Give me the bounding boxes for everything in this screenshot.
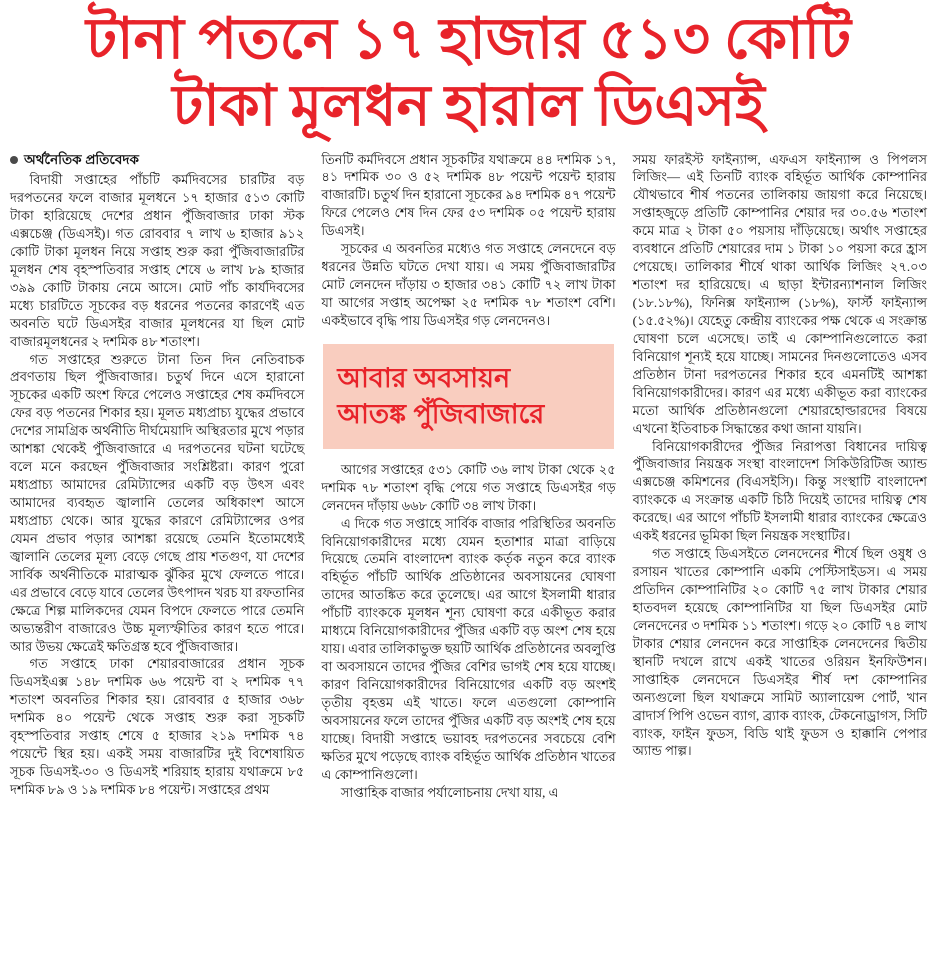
- paragraph: সময় ফারইস্ট ফাইন্যান্স, এফএস ফাইন্যান্স ও পিপলস লিজিং— এই তিনটি ব্যাংক বহির্ভূত আর্থিক কোম্পানির যৌথভাবে শীর্ষ পতনের তালিকায় জায়গা করে নিয়েছে। সপ্তাহজুড়ে প্রতিটি কোম্পানির শেয়ার দর ৩০.৫৬ শতাংশ কমে মাত্র ২ টাকা ৫০ পয়সায় দাঁড়িয়েছে। অর্থাৎ সপ্তাহের ব্যবধানে প্রতিটি শেয়ারের দাম ১ টাকা ১০ পয়সা করে হ্রাস পেয়েছে। তালিকার শীর্ষে থাকা আর্থিক লিজিং ২৭.০৩ শতাংশ দর হারিয়েছে। এ ছাড়া ইন্টারন্যাশনাল লিজিং (১৮.১৮%), ফিনিক্স ফাইন্যান্স (১৮%), ফার্স্ট ফাইন্যান্স (১৫.৫২%)। যেহেতু কেন্দ্রীয় ব্যাংকের পক্ষ থেকে এ সংক্রান্ত ঘোষণা চলে এসেছে। তাই এ কোম্পানিগুলোতে করা বিনিয়োগ শূন্যই হয়ে যাচ্ছে। সামনের দিনগুলোতেও এসব প্রতিষ্ঠান টানা দরপতনের শিকার হবে এমনটিই আশঙ্কা বিনিয়োগকারীদের। কারণ এর মধ্যে একীভূত করা ব্যাংকের মতো আর্থিক প্রতিষ্ঠানগুলো শেয়ারহোল্ডারদের বিষয়ে এখনো ইতিবাচক সিদ্ধান্তের কথা জানা যায়নি।: [632, 151, 927, 436]
- paragraph: বিদায়ী সপ্তাহের পাঁচটি কর্মদিবসের চারটির বড় দরপতনের ফলে বাজার মূলধনে ১৭ হাজার ৫১৩ কোটি টাকা হারিয়েছে দেশের প্রধান পুঁজিবাজার ঢাকা স্টক এক্সচেঞ্জ (ডিএসই)। গত রোববার ৭ লাখ ৬ হাজার ৯১২ কোটি টাকা মূলধন নিয়ে সপ্তাহ শুরু করা পুঁজিবাজারটির মূলধন শেষ বৃহস্পতিবার সপ্তাহ শেষে ৬ লাখ ৮৯ হাজার ৩৯৯ কোটি টাকায় নেমে আসে। মোট পাঁচ কার্যদিবসের মধ্যে চারটিতে সূচকের বড় ধরনের পতনের কারণেই এত অবনতি ঘটে ডিএসইর বাজার মূলধনের যা ছিল মোট বাজারমূলধনের ২ দশমিক ৪৮ শতাংশ।: [10, 172, 305, 349]
- paragraph: গত সপ্তাহে ডিএসইতে লেনদেনের শীর্ষে ছিল ওষুধ ও রসায়ন খাতের কোম্পানি একমি পেস্টিসাইডস। এ সময় প্রতিদিন কোম্পানিটির ২০ কোটি ৭৫ লাখ টাকার শেয়ার হাতবদল হয়েছে কোম্পানিটির যা ছিল ডিএসইর মোট লেনদেনের ৩ দশমিক ১১ শতাংশ। গড়ে ২০ কোটি ৭৪ লাখ টাকার শেয়ার লেনদেন করে সাপ্তাহিক লেনদেনের দ্বিতীয় স্থানটি দখলে রাখে একই খাতের ওরিয়ন ইনফিউশন। সাপ্তাহিক লেনদেনে ডিএসইর শীর্ষ দশ কোম্পানির অন্যগুলো ছিল যথাক্রমে সামিট অ্যালায়েন্স পোর্ট, খান ব্রাদার্স পিপি ওভেন ব্যাগ, ব্র্যাক ব্যাংক, টেকনোড্রাগস, সিটি ব্যাংক, ফাইন ফুডস, বিডি থাই ফুডস ও হাক্কানি পেপার অ্যান্ড পাল্প।: [632, 546, 927, 759]
- article-body: [10, 151, 927, 802]
- byline: [10, 151, 304, 170]
- highlight-box: [323, 344, 613, 449]
- bullet-icon: [10, 156, 18, 164]
- column-1: [10, 151, 304, 799]
- headline: [10, 6, 927, 141]
- paragraph: সাপ্তাহিক বাজার পর্যালোচনায় দেখা যায়, এ: [340, 784, 559, 800]
- paragraph: তিনটি কর্মদিবসে প্রধান সূচকটির যথাক্রমে ৪৪ দশমিক ১৭, ৪১ দশমিক ৩০ ও ৫২ দশমিক ৪৮ পয়েন্ট পয়েন্ট হারায় বাজারটি। চতুর্থ দিন হারানো সূচকের ৯৪ দশমিক ৪৭ পয়েন্ট ফিরে পেলেও শেষ দিন ফের ৫৩ দশমিক ০৫ পয়েন্ট হারায় ডিএসই।: [321, 151, 616, 239]
- column-2: [321, 151, 615, 802]
- byline-text: অর্থনৈতিক প্রতিবেদক: [24, 151, 139, 167]
- paragraph: আগের সপ্তাহের ৫৩১ কোটি ৩৬ লাখ টাকা থেকে ২৫ দশমিক ৭৮ শতাংশ বৃদ্ধি পেয়ে গত সপ্তাহে ডিএসইর গড় লেনদেন দাঁড়ায় ৬৬৮ কোটি ৩৪ লাখ টাকা।: [321, 461, 616, 513]
- column-3: [633, 151, 927, 761]
- headline-line2: টাকা মূলধন হারাল ডিএসই: [172, 75, 765, 139]
- paragraph: গত সপ্তাহে ঢাকা শেয়ারবাজারের প্রধান সূচক ডিএসইএক্স ১৪৮ দশমিক ৬৬ পয়েন্ট বা ২ দশমিক ৭৭ শতাংশ অবনতির শিকার হয়। রোববার ৫ হাজার ৩৬৮ দশমিক ৪০ পয়েন্ট থেকে সপ্তাহ শুরু করা সূচকটি বৃহস্পতিবার সপ্তাহ শেষে ৫ হাজার ২১৯ দশমিক ৭৪ পয়েন্টে স্থির হয়। একই সময় বাজারটির দুই বিশেষায়িত সূচক ডিএসই-৩০ ও ডিএসই শরিয়াহ হারায় যথাক্রমে ৮৫ দশমিক ৮৯ ও ১৯ দশমিক ৮৪ পয়েন্ট। সপ্তাহের প্রথম: [10, 656, 305, 797]
- paragraph: এ দিকে গত সপ্তাহে সার্বিক বাজার পরিস্থিতির অবনতি বিনিয়োগকারীদের মধ্যে যেমন হতাশার মাত্রা বাড়িয়ে দিয়েছে তেমনি বাংলাদেশ ব্যাংক কর্তৃক নতুন করে ব্যাংক বহির্ভূত পাঁচটি আর্থিক প্রতিষ্ঠানের অবসায়নের ঘোষণা তাদের আতঙ্কিত করে তুলেছে। এর আগে ইসলামী ধারার পাঁচটি ব্যাংককে মূলধন শূন্য ঘোষণা করে একীভূত করার মাধ্যমে বিনিয়োগকারীদের পুঁজির একটি বড় অংশ শেষ হয়ে যায়। এবার তালিকাভুক্ত ছয়টি আর্থিক প্রতিষ্ঠানের অবলুপ্তি বা অবসায়নে তাদের পুঁজির বেশির ভাগই শেষ হয়ে যাচ্ছে। কারণ বিনিয়োগকারীদের বিনিয়োগের একটি বড় অংশই তৃতীয় বৃহত্তম এই খাতে। ফলে এতগুলো কোম্পানি অবসায়নের ফলে তাদের পুঁজির একটি বড় অংশই শেষ হয়ে যাচ্ছে। বিদায়ী সপ্তাহে ভয়াবহ দরপতনের সবচেয়ে বেশি ক্ষতির মুখে পড়েছে ব্যাংক বহির্ভূত আর্থিক প্রতিষ্ঠান খাতের এ কোম্পানিগুলো।: [321, 515, 616, 782]
- paragraph: বিনিয়োগকারীদের পুঁজির নিরাপত্তা বিধানের দায়িত্ব পুঁজিবাজার নিয়ন্ত্রক সংস্থা বাংলাদেশ সিকিউরিটিজ অ্যান্ড এক্সচেঞ্জ কমিশনের (বিএসইসি)। কিন্তু সংস্থাটি বাংলাদেশ ব্যাংককে এ সংক্রান্ত একটি চিঠি দিয়েই তাদের দায়িত্ব শেষ করেছে। এর আগে পাঁচটি ইসলামী ধারার ব্যাংকের ক্ষেত্রেও একই ধরনের ভূমিকা ছিল নিয়ন্ত্রক সংস্থাটির।: [632, 438, 927, 544]
- paragraph: গত সপ্তাহের শুরুতে টানা তিন দিন নেতিবাচক প্রবণতায় ছিল পুঁজিবাজার। চতুর্থ দিনে এসে হারানো সূচকের একটি অংশ ফিরে পেলেও সপ্তাহের শেষ কর্মদিবসে ফের বড় পতনের শিকার হয়। মূলত মধ্যপ্রাচ্য যুদ্ধের প্রভাবে দেশের সামগ্রিক অর্থনীতি দীর্ঘমেয়াদি অস্থিরতার মুখে পড়ার আশঙ্কা থেকেই পুঁজিবাজারে এ দরপতনের ঘটনা ঘটেছে বলে মনে করছেন পুঁজিবাজার সংশ্লিষ্টরা। কারণ পুরো মধ্যপ্রাচ্য আমাদের রেমিট্যান্সের একটি বড় উৎস এবং আমাদের ব্যবহৃত জ্বালানি তেলের অধিকাংশ আসে মধ্যপ্রাচ্য থেকে। আর যুদ্ধের কারণে রেমিট্যান্সের ওপর যেমন প্রভাব পড়ার আশঙ্কা রয়েছে তেমনি ইতোমধ্যেই জ্বালানি তেলের মূল্য বেড়ে গেছে প্রায় শতগুণ, যা দেশের সার্বিক অর্থনীতিকে মারাত্মক ঝুঁকির মুখে ফেলতে পারে। এর প্রভাবে বেড়ে যাবে তেলের উৎপাদন খরচ যা রফতানির ক্ষেত্রে শিল্প মালিকদের যেমন বিপদে ফেলতে পারে তেমনি অভ্যন্তরীণ বাজারেও উচ্চ মূল্যস্ফীতির কারণ হতে পারে। আর উভয় ক্ষেত্রেই ক্ষতিগ্রস্ত হবে পুঁজিবাজার।: [10, 351, 305, 654]
- highlight-line1: আবার অবসায়ন: [337, 362, 511, 393]
- headline-line1: টানা পতনে ১৭ হাজার ৫১৩ কোটি: [85, 8, 852, 71]
- paragraph: সূচকের এ অবনতির মধ্যেও গত সপ্তাহে লেনদেনে বড় ধরনের উন্নতি ঘটতে দেখা যায়। এ সময় পুঁজিবাজারটির মোট লেনদেন দাঁড়ায় ৩ হাজার ৩৪১ কোটি ৭২ লাখ টাকা যা আগের সপ্তাহ অপেক্ষা ২৫ দশমিক ৭৮ শতাংশ বেশি। একইভাবে বৃদ্ধি পায় ডিএসইর গড় লেনদেনও।: [321, 241, 616, 328]
- highlight-line2: আতঙ্ক পুঁজিবাজারে: [337, 399, 545, 430]
